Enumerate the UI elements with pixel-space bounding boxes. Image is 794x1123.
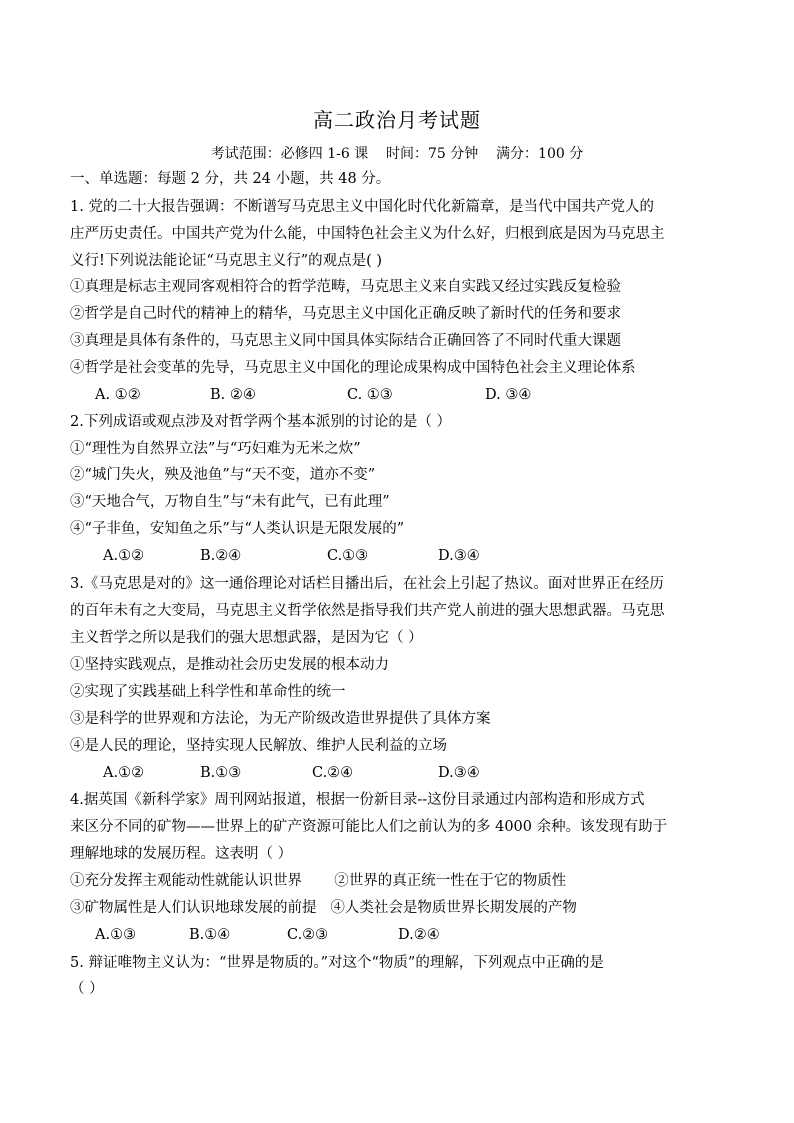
question-1-stem-line: 庄严历史责任。中国共产党为什么能，中国特色社会主义为什么好，归根到底是因为马克思主 — [70, 226, 665, 242]
question-3-stem-line: 3.《马克思是对的》这一通俗理论对话栏目播出后，在社会上引起了热议。面对世界正在经历 — [70, 576, 664, 592]
question-4-stem-line: 来区分不同的矿物——世界上的矿产资源可能比人们之前认为的多 4000 余种。该发现有助于 — [70, 819, 668, 835]
question-1-stem-line: 1. 党的二十大报告强调：不断谱写马克思主义中国化时代化新篇章，是当代中国共产党人的 — [70, 199, 654, 215]
question-2-stem-line: 2.下列成语或观点涉及对哲学两个基本派别的讨论的是（ ） — [70, 414, 451, 430]
question-2-item: ②“城门失火，殃及池鱼”与“天不变，道亦不变” — [70, 467, 376, 483]
question-3-stem-line: 的百年未有之大变局，马克思主义哲学依然是指导我们共产党人前进的强大思想武器。马克思 — [70, 603, 665, 619]
question-1-option-d[interactable]: D. ③④ — [485, 387, 532, 403]
question-3-option-a[interactable]: A.①② — [103, 765, 145, 781]
question-2-option-d[interactable]: D.③④ — [438, 548, 480, 564]
section-heading: 一、单选题：每题 2 分，共 24 小题，共 48 分。 — [70, 171, 391, 187]
question-5-stem-line: （ ） — [70, 981, 104, 997]
question-2-item: ①“理性为自然界立法”与“巧妇难为无米之炊” — [70, 441, 361, 457]
question-3-option-d[interactable]: D.③④ — [438, 765, 480, 781]
question-4-option-a[interactable]: A.①③ — [95, 927, 137, 943]
question-1-stem-line: 义行!下列说法能论证“马克思主义行”的观点是( ) — [70, 253, 383, 269]
question-2-option-c[interactable]: C.①③ — [327, 548, 369, 564]
question-3-stem-line: 主义哲学之所以是我们的强大思想武器，是因为它（ ） — [70, 630, 423, 646]
question-5-stem-line: 5. 辩证唯物主义认为：“世界是物质的。”对这个“物质”的理解，下列观点中正确的是 — [70, 955, 604, 971]
exam-title: 高二政治月考试题 — [313, 108, 481, 132]
question-4-option-b[interactable]: B.①④ — [189, 927, 231, 943]
question-2-option-a[interactable]: A.①② — [103, 548, 145, 564]
question-3-item: ②实现了实践基础上科学性和革命性的统一 — [70, 684, 346, 700]
question-4-item: ①充分发挥主观能动性就能认识世界 ②世界的真正统一性在于它的物质性 — [70, 873, 567, 889]
question-1-item: ③真理是具体有条件的，马克思主义同中国具体实际结合正确回答了不同时代重大课题 — [70, 333, 621, 349]
question-4-option-d[interactable]: D.②④ — [398, 927, 440, 943]
question-1-item: ④哲学是社会变革的先导，马克思主义中国化的理论成果构成中国特色社会主义理论体系 — [70, 360, 636, 376]
question-3-item: ①坚持实践观点，是推动社会历史发展的根本动力 — [70, 657, 389, 673]
question-1-item: ②哲学是自己时代的精神上的精华，马克思主义中国化正确反映了新时代的任务和要求 — [70, 306, 621, 322]
question-2-option-b[interactable]: B.②④ — [200, 548, 242, 564]
question-4-option-c[interactable]: C.②③ — [287, 927, 329, 943]
question-3-option-c[interactable]: C.②④ — [312, 765, 354, 781]
question-1-option-a[interactable]: A. ①② — [95, 387, 141, 403]
question-3-item: ③是科学的世界观和方法论，为无产阶级改造世界提供了具体方案 — [70, 711, 491, 727]
exam-subtitle: 考试范围：必修四 1-6 课 时间：75 分钟 满分：100 分 — [210, 146, 584, 162]
question-1-item: ①真理是标志主观同客观相符合的哲学范畴，马克思主义来自实践又经过实践反复检验 — [70, 279, 621, 295]
question-1-option-c[interactable]: C. ①③ — [347, 387, 393, 403]
question-4-stem-line: 理解地球的发展历程。这表明（ ） — [70, 846, 293, 862]
question-2-item: ④“子非鱼，安知鱼之乐”与“人类认识是无限发展的” — [70, 521, 405, 537]
question-2-item: ③“天地合气，万物自生”与“未有此气，已有此理” — [70, 494, 390, 510]
question-4-stem-line: 4.据英国《新科学家》周刊网站报道，根据一份新目录--这份目录通过内部构造和形成方式 — [70, 792, 645, 808]
question-3-option-b[interactable]: B.①③ — [200, 765, 242, 781]
question-3-item: ④是人民的理论，坚持实现人民解放、维护人民利益的立场 — [70, 738, 447, 754]
question-1-option-b[interactable]: B. ②④ — [210, 387, 256, 403]
question-4-item: ③矿物属性是人们认识地球发展的前提 ④人类社会是物质世界长期发展的产物 — [70, 900, 577, 916]
